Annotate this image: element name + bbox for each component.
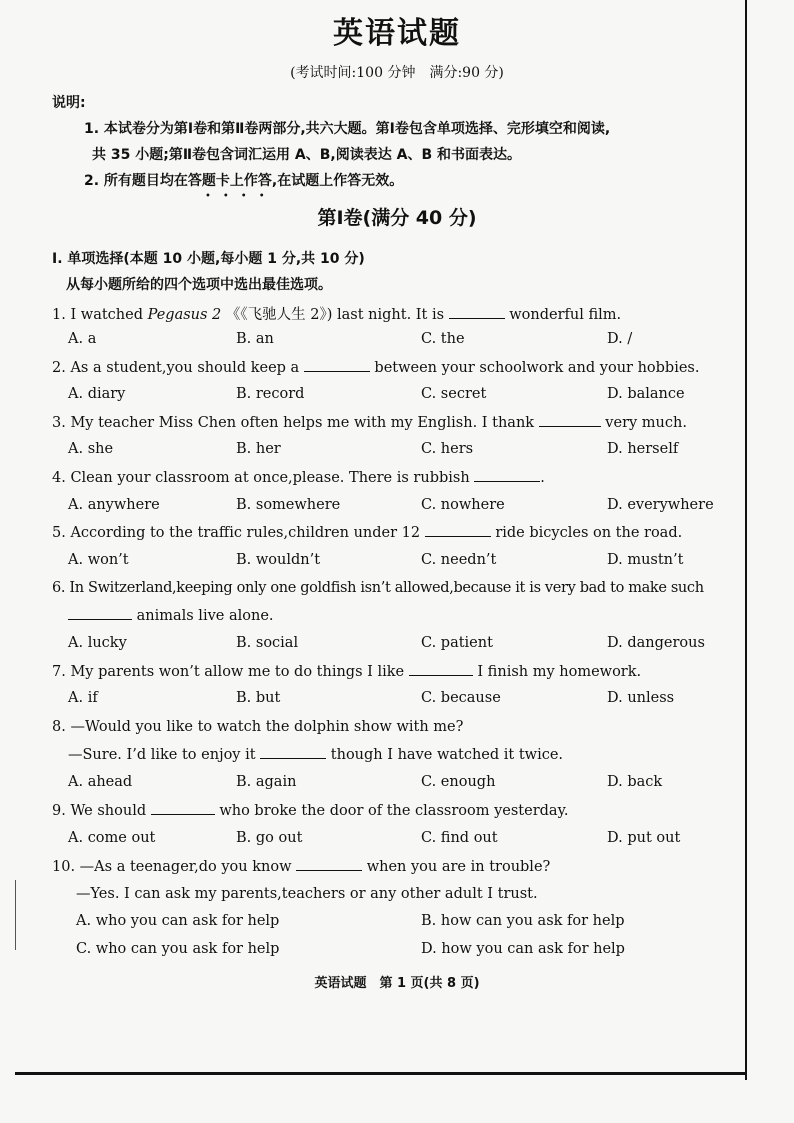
option: C. nowhere <box>421 497 505 513</box>
option: B. but <box>236 690 281 706</box>
option: D. herself <box>607 441 679 457</box>
question-9: 9. We should who broke the door of the classroom yesterday. <box>52 803 569 819</box>
option: A. a <box>68 331 97 347</box>
question-6-continued: animals live alone. <box>68 607 274 624</box>
option: A. won’t <box>68 552 129 568</box>
option: C. enough <box>421 774 496 790</box>
question-5: 5. According to the traffic rules,children under 12 ride bicycles on the road. <box>52 525 683 541</box>
answer-blank <box>425 524 491 537</box>
answer-blank <box>151 802 215 815</box>
option: B. wouldn’t <box>236 552 321 568</box>
answer-blank <box>474 469 540 482</box>
exam-info: (考试时间:100 分钟 满分:90 分) <box>290 65 504 81</box>
option: A. come out <box>68 830 156 846</box>
question-4: 4. Clean your classroom at once,please. There is rubbish . <box>52 470 545 486</box>
note-line-1b: 共 35 小题;第Ⅱ卷包含词汇运用 A、B,阅读表达 A、B 和书面表达。 <box>92 147 522 163</box>
notes-heading: 说明: <box>52 95 86 111</box>
page-border-bottom <box>15 1072 746 1075</box>
question-10: 10. —As a teenager,do you know when you are in trouble? <box>52 859 551 875</box>
question-6: 6. In Switzerland,keeping only one goldfish isn’t allowed,because it is very bad to make such <box>52 580 704 596</box>
option: B. her <box>236 441 281 457</box>
option: A. who you can ask for help <box>76 913 280 929</box>
question-3: 3. My teacher Miss Chen often helps me with my English. I thank very much. <box>52 415 687 431</box>
option: D. / <box>607 331 633 347</box>
answer-blank <box>539 414 601 427</box>
option: B. an <box>236 331 274 347</box>
option: D. unless <box>607 690 675 706</box>
answer-blank <box>304 359 370 372</box>
option: A. lucky <box>68 635 127 651</box>
note-line-2: 2. 所有题目均在答题卡上作答,在试题上作答无效。 <box>84 173 404 189</box>
question-8-reply: —Sure. I’d like to enjoy it though I have watched it twice. <box>68 747 564 763</box>
option: D. put out <box>607 830 681 846</box>
option: A. she <box>68 441 114 457</box>
part-instruction: 从每小题所给的四个选项中选出最佳选项。 <box>66 277 332 293</box>
option: B. again <box>236 774 297 790</box>
option: D. back <box>607 774 663 790</box>
question-1: 1. I watched Pegasus 2 《《飞驰人生 2》) last night. It is wonderful film. <box>52 307 622 323</box>
option: B. how can you ask for help <box>421 913 625 929</box>
option: D. mustn’t <box>607 552 684 568</box>
option: C. needn’t <box>421 552 497 568</box>
option: B. social <box>236 635 299 651</box>
option: A. if <box>68 690 98 706</box>
option: C. who can you ask for help <box>76 941 280 957</box>
option: C. because <box>421 690 501 706</box>
option: C. hers <box>421 441 474 457</box>
question-8: 8. —Would you like to watch the dolphin show with me? <box>52 719 464 735</box>
option: B. record <box>236 386 305 402</box>
question-2: 2. As a student,you should keep a between your schoolwork and your hobbies. <box>52 360 700 376</box>
option: C. secret <box>421 386 487 402</box>
option: C. patient <box>421 635 493 651</box>
option: D. how you can ask for help <box>421 941 625 957</box>
option: A. anywhere <box>68 497 160 513</box>
answer-blank <box>68 607 132 620</box>
answer-blank <box>296 858 362 871</box>
section-title: 第Ⅰ卷(满分 40 分) <box>317 207 477 229</box>
emphasis-dots: •••• <box>205 191 277 202</box>
note-line-1: 1. 本试卷分为第Ⅰ卷和第Ⅱ卷两部分,共六大题。第Ⅰ卷包含单项选择、完形填空和阅读, <box>84 121 611 137</box>
option: D. balance <box>607 386 685 402</box>
answer-blank <box>260 746 326 759</box>
page-border-right <box>745 0 747 1080</box>
option: B. go out <box>236 830 303 846</box>
part-heading: Ⅰ. 单项选择(本题 10 小题,每小题 1 分,共 10 分) <box>52 251 365 267</box>
question-7: 7. My parents won’t allow me to do things I like I finish my homework. <box>52 664 642 680</box>
question-10-reply: —Yes. I can ask my parents,teachers or any other adult I trust. <box>76 886 538 902</box>
page-title: 英语试题 <box>333 16 461 51</box>
option: C. the <box>421 331 465 347</box>
option: D. dangerous <box>607 635 705 651</box>
answer-blank <box>449 306 505 319</box>
option: B. somewhere <box>236 497 341 513</box>
page-footer: 英语试题 第 1 页(共 8 页) <box>314 976 480 991</box>
page-border-left <box>15 880 16 950</box>
option: D. everywhere <box>607 497 714 513</box>
option: C. find out <box>421 830 498 846</box>
answer-blank <box>409 663 473 676</box>
option: A. ahead <box>68 774 133 790</box>
option: A. diary <box>68 386 126 402</box>
